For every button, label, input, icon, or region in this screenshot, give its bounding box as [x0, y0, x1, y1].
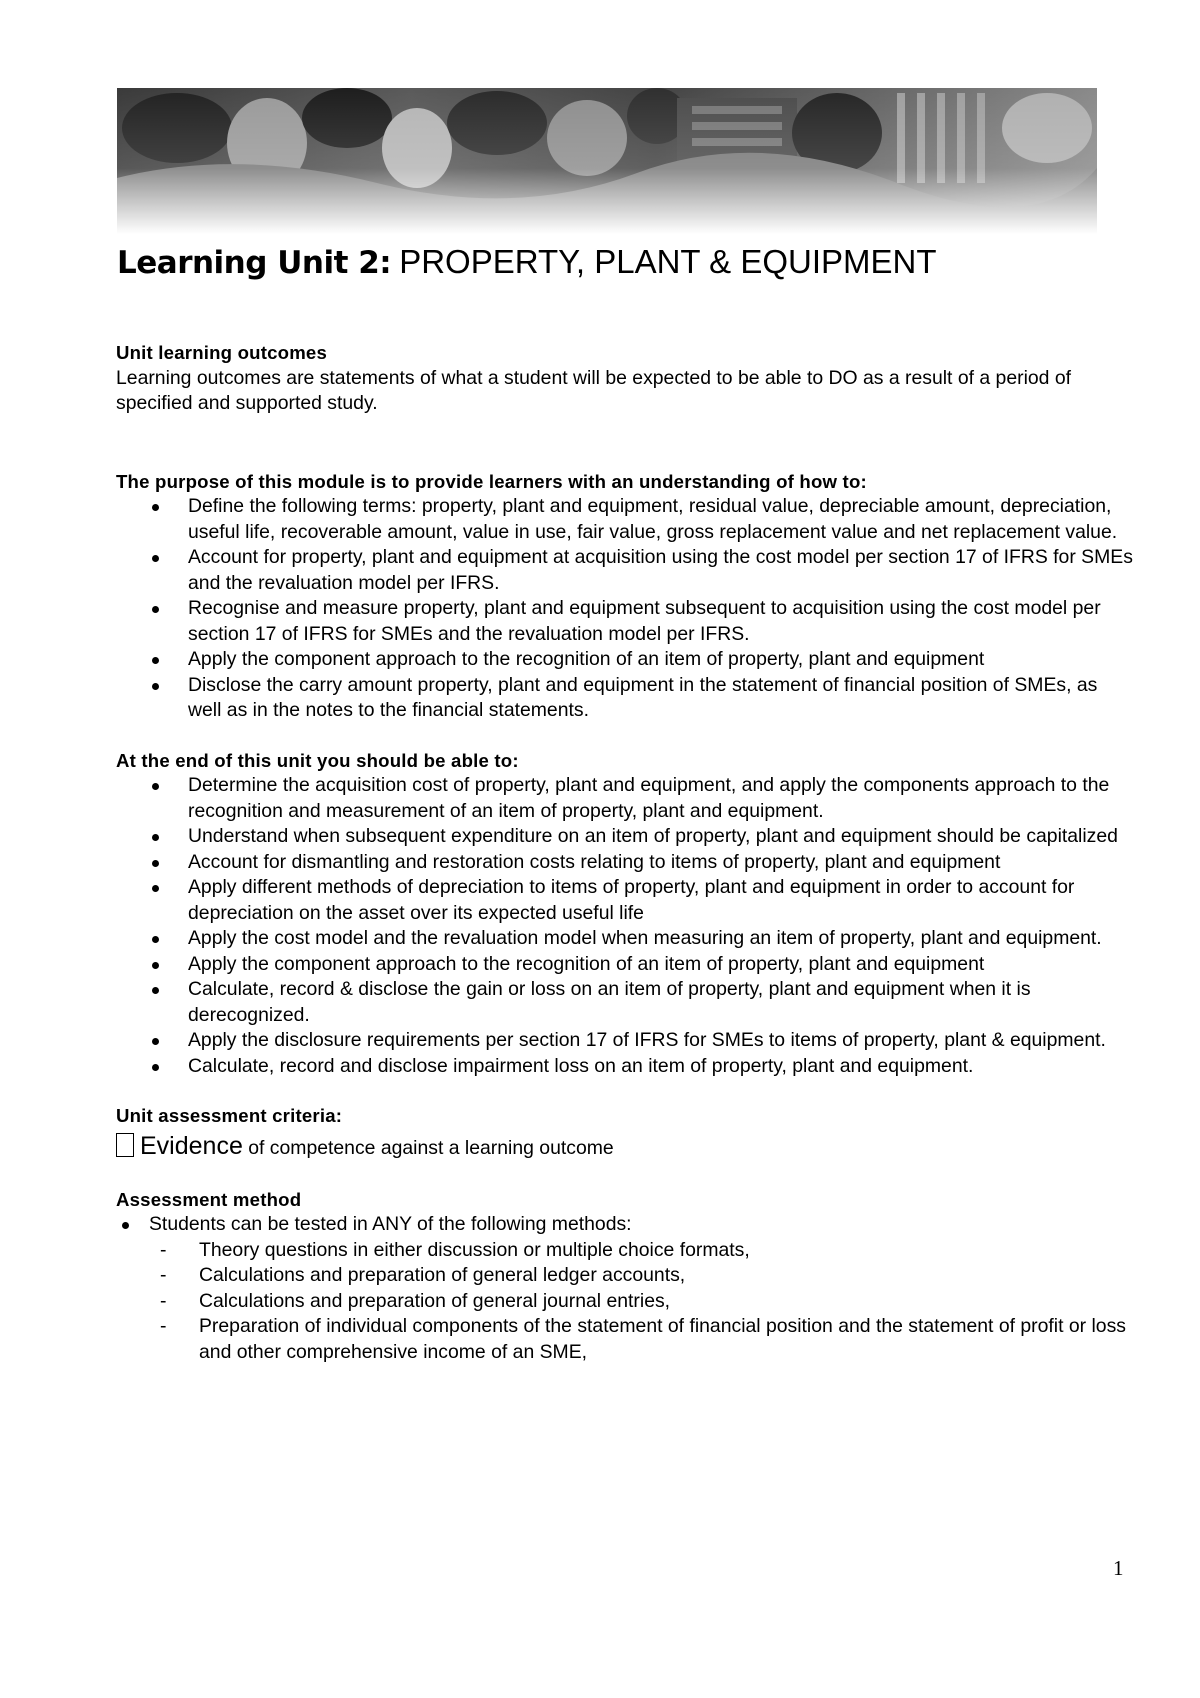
list-item [149, 1212, 1136, 1365]
list-item: Disclose the carry amount property, plant and equipment in the statement of financial position of SMEs, as well as in the notes to the financial statements. [188, 673, 1136, 724]
list-item: Calculate, record & disclose the gain or loss on an item of property, plant and equipment when it is derecognized. [188, 977, 1136, 1028]
outcomes-text: Learning outcomes are statements of what a student will be expected to be able to DO as a result of a period of specified and supported study. [116, 366, 1072, 414]
checkbox-glyph-icon [116, 1133, 134, 1157]
list-item: Recognise and measure property, plant and equipment subsequent to acquisition using the cost model per section 17 of IFRS for SMEs and the revaluation model per IFRS. [188, 596, 1136, 647]
unit-number: Learning Unit 2: [117, 245, 392, 281]
methods-list [149, 1238, 1136, 1366]
spacer [116, 1163, 1136, 1187]
spacer [116, 417, 1136, 469]
evidence-text: of competence against a learning outcome [242, 1136, 614, 1159]
assessment-method-heading: Assessment method [116, 1188, 302, 1210]
method-item: - Calculations and preparation of general journal entries, [199, 1289, 1136, 1315]
method-item: - Preparation of individual components of the statement of financial position and the statement of profit or loss and other comprehensive income of an SME, [199, 1314, 1136, 1365]
list-item: Account for dismantling and restoration costs relating to items of property, plant and equipment [188, 850, 1136, 876]
assessment-intro: Students can be tested in ANY of the following methods: [149, 1213, 632, 1235]
assessment-method-list [116, 1212, 1136, 1365]
list-item: Account for property, plant and equipment at acquisition using the cost model per section 17 of IFRS for SMEs and the revaluation model per IFRS. [188, 545, 1136, 596]
purpose-heading: The purpose of this module is to provide learners with an understanding of how to: [116, 470, 867, 492]
list-item: Define the following terms: property, plant and equipment, residual value, depreciable amount, depreciation, useful life, recoverable amount, value in use, fair value, gross replacement value and net replacement value. [188, 494, 1136, 545]
evidence-word: Evidence [140, 1131, 243, 1160]
header-banner-image [117, 88, 1097, 234]
list-item: Understand when subsequent expenditure on an item of property, plant and equipment should be capitalized [188, 824, 1136, 850]
list-item: Apply the cost model and the revaluation model when measuring an item of property, plant and equipment. [188, 926, 1136, 952]
page-number: 1 [1113, 1556, 1124, 1580]
method-item: - Calculations and preparation of general ledger accounts, [199, 1263, 1136, 1289]
evidence-line [116, 1131, 1136, 1163]
unit-title [117, 240, 937, 285]
list-item: Calculate, record and disclose impairment loss on an item of property, plant and equipment. [188, 1054, 1136, 1080]
list-item: Apply the component approach to the recognition of an item of property, plant and equipment [188, 952, 1136, 978]
assessment-criteria-heading: Unit assessment criteria: [116, 1105, 343, 1126]
spacer [116, 724, 1136, 748]
list-item: Apply different methods of depreciation to items of property, plant and equipment in order to account for depreciation on the asset over its expected useful life [188, 875, 1136, 926]
list-item: Apply the component approach to the recognition of an item of property, plant and equipment [188, 647, 1136, 673]
method-item: - Theory questions in either discussion or multiple choice formats, [199, 1238, 1136, 1264]
list-item: Apply the disclosure requirements per section 17 of IFRS for SMEs to items of property, plant & equipment. [188, 1028, 1136, 1054]
outcomes-heading: Unit learning outcomes [116, 342, 328, 363]
spacer [116, 1079, 1136, 1103]
document-body [116, 340, 1136, 1365]
end-of-unit-heading: At the end of this unit you should be able to: [116, 749, 519, 771]
unit-subject: PROPERTY, PLANT & EQUIPMENT [399, 243, 937, 280]
list-item: Determine the acquisition cost of property, plant and equipment, and apply the components approach to the recognition and measurement of an item of property, plant and equipment. [188, 773, 1136, 824]
purpose-list [116, 494, 1136, 724]
end-of-unit-list [116, 773, 1136, 1079]
